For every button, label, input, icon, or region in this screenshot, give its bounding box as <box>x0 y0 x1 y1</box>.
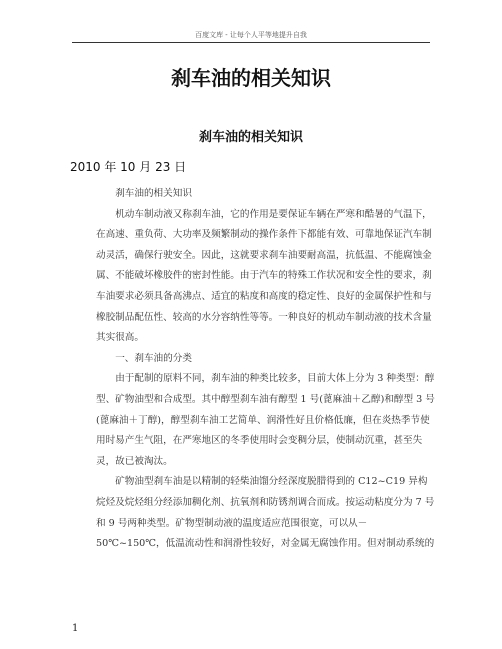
paragraph-intro: 机动车制动液又称刹车油，它的作用是要保证车辆在严寒和酷暑的气温下，在高速、重负荷、大功率及频繁制动的操作条件下都能有效、可靠地保证汽车制动灵活，确保行驶安全。因此，这就要求刹车油要耐高温，抗低温、不能腐蚀金属、不能破坏橡胶件的密封性能。由于汽车的特殊工作状况和安全性的要求，刹车油要求必须具备高沸点、适宜的粘度和高度的稳定性、良好的金属保护性和与橡胶制品配伍性、较高的水分容纳性等等。一种良好的机动车制动液的技术含量其实很高。 <box>96 208 432 344</box>
page-number: 1 <box>72 623 79 634</box>
header-tagline: 百度文库 - 让每个人平等地提升自我 <box>195 31 307 39</box>
document-date: 2010 年 10 月 23 日 <box>70 160 187 174</box>
paragraph-continued: 50℃~150℃，低温流动性和润滑性较好，对金属无腐蚀作用。但对制动系统的 <box>96 538 435 550</box>
section-title: 刹车油的相关知识 <box>198 130 303 145</box>
paragraph-heading: 刹车油的相关知识 <box>115 188 192 199</box>
document-title: 刹车油的相关知识 <box>171 66 331 90</box>
paragraph-section-heading: 一、刹车油的分类 <box>115 352 192 364</box>
paragraph-mineral-oil: 矿物油型刹车油是以精制的轻柴油馏分经深度脱腊得到的 C12~C19 异构烷烃及烷烃组分经添加稠化剂、抗氧剂和防锈剂调合而成。按运动粘度分为 7 号和 9 号两种类型。矿物型制动液的温度适应范围很宽，可以从－ <box>96 476 435 529</box>
paragraph-classification: 由于配制的原料不同，刹车油的种类比较多，目前大体上分为 3 种类型：醇型、矿物油型和合成型。其中醇型刹车油有醇型 1 号(蓖麻油＋乙醇)和醇型 3 号(蓖麻油＋丁醇)，醇型刹车油工艺简单、润滑性好且价格低廉，但在炎热季节使用时易产生气阻，在严寒地区的冬季使用时会变稠分层，使制动沉重，甚至失灵，故已被淘汰。 <box>96 373 435 467</box>
header-divider <box>72 42 430 43</box>
body-text <box>96 184 436 555</box>
